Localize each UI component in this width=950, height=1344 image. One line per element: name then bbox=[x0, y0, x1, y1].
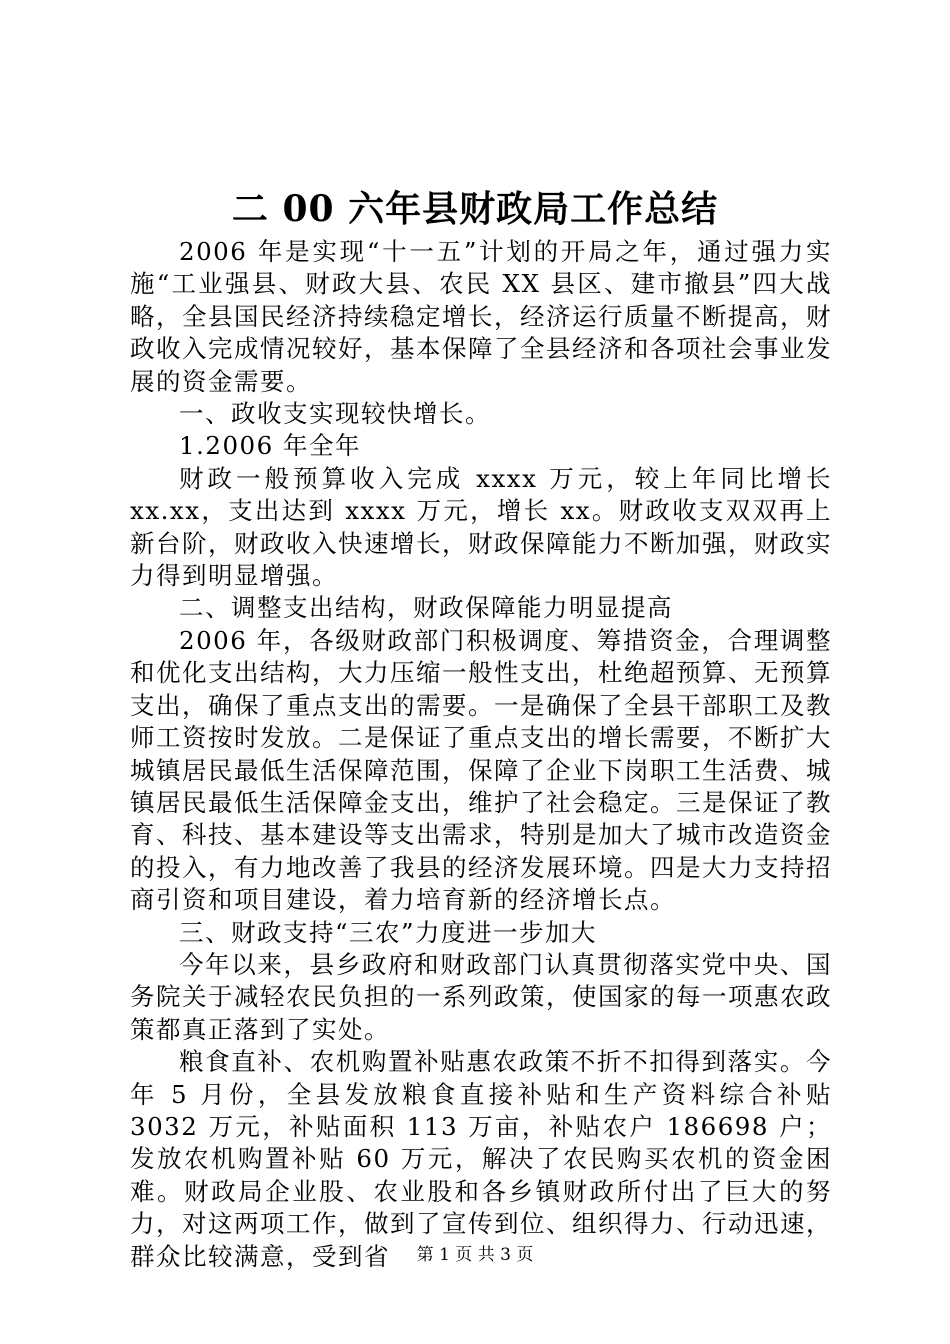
document-title: 二 00 六年县财政局工作总结 bbox=[231, 188, 719, 230]
paragraph-agriculture: 今年以来，县乡政府和财政部门认真贯彻落实党中央、国务院关于减轻农民负担的一系列政策，使国家的每一项惠农政策都真正落到了实处。 bbox=[130, 949, 832, 1044]
paragraph-intro: 2006 年是实现“十一五”计划的开局之年，通过强力实施“工业强县、财政大县、农民 XX 县区、建市撤县”四大战略，全县国民经济持续稳定增长，经济运行质量不断提高，财政收入完成情况较好，基本保障了全县经济和各项社会事业发展的资金需要。 bbox=[130, 237, 832, 396]
document-body bbox=[130, 236, 832, 1273]
heading-section-1: 一、政收支实现较快增长。 bbox=[179, 399, 491, 429]
paragraph-revenue: 财政一般预算收入完成 xxxx 万元，较上年同比增长 xx.xx，支出达到 xxxx 万元，增长 xx。财政收支双双再上新台阶，财政收入快速增长，财政保障能力不断加强，财政实力得到明显增强。 bbox=[130, 463, 832, 591]
heading-section-2: 二、调整支出结构，财政保障能力明显提高 bbox=[179, 593, 673, 623]
page-footer: 第 1 页 共 3 页 bbox=[416, 1245, 534, 1265]
paragraph-subsidy: 粮食直补、农机购置补贴惠农政策不折不扣得到落实。今年 5 月份，全县发放粮食直接补贴和生产资料综合补贴 3032 万元，补贴面积 113 万亩，补贴农户 186698 户；发放农机购置补贴 60 万元，解决了农民购买农机的资金困难。财政局企业股、农业股和各乡镇财政所付出了巨大的努力，对这两项工作，做到了宣传到位、组织得力、行动迅速，群众比较满意，受到省 bbox=[130, 1047, 832, 1271]
heading-section-3: 三、财政支持“三农”力度进一步加大 bbox=[179, 917, 598, 947]
subheading-1-1: 1.2006 年全年 bbox=[179, 431, 362, 461]
paragraph-expenditure: 2006 年，各级财政部门积极调度、筹措资金，合理调整和优化支出结构，大力压缩一般性支出，杜绝超预算、无预算支出，确保了重点支出的需要。一是确保了全县干部职工及教师工资按时发放。二是保证了重点支出的增长需要，不断扩大城镇居民最低生活保障范围，保障了企业下岗职工生活费、城镇居民最低生活保障金支出，维护了社会稳定。三是保证了教育、科技、基本建设等支出需求，特别是加大了城市改造资金的投入，有力地改善了我县的经济发展环境。四是大力支持招商引资和项目建设，着力培育新的经济增长点。 bbox=[130, 625, 832, 915]
